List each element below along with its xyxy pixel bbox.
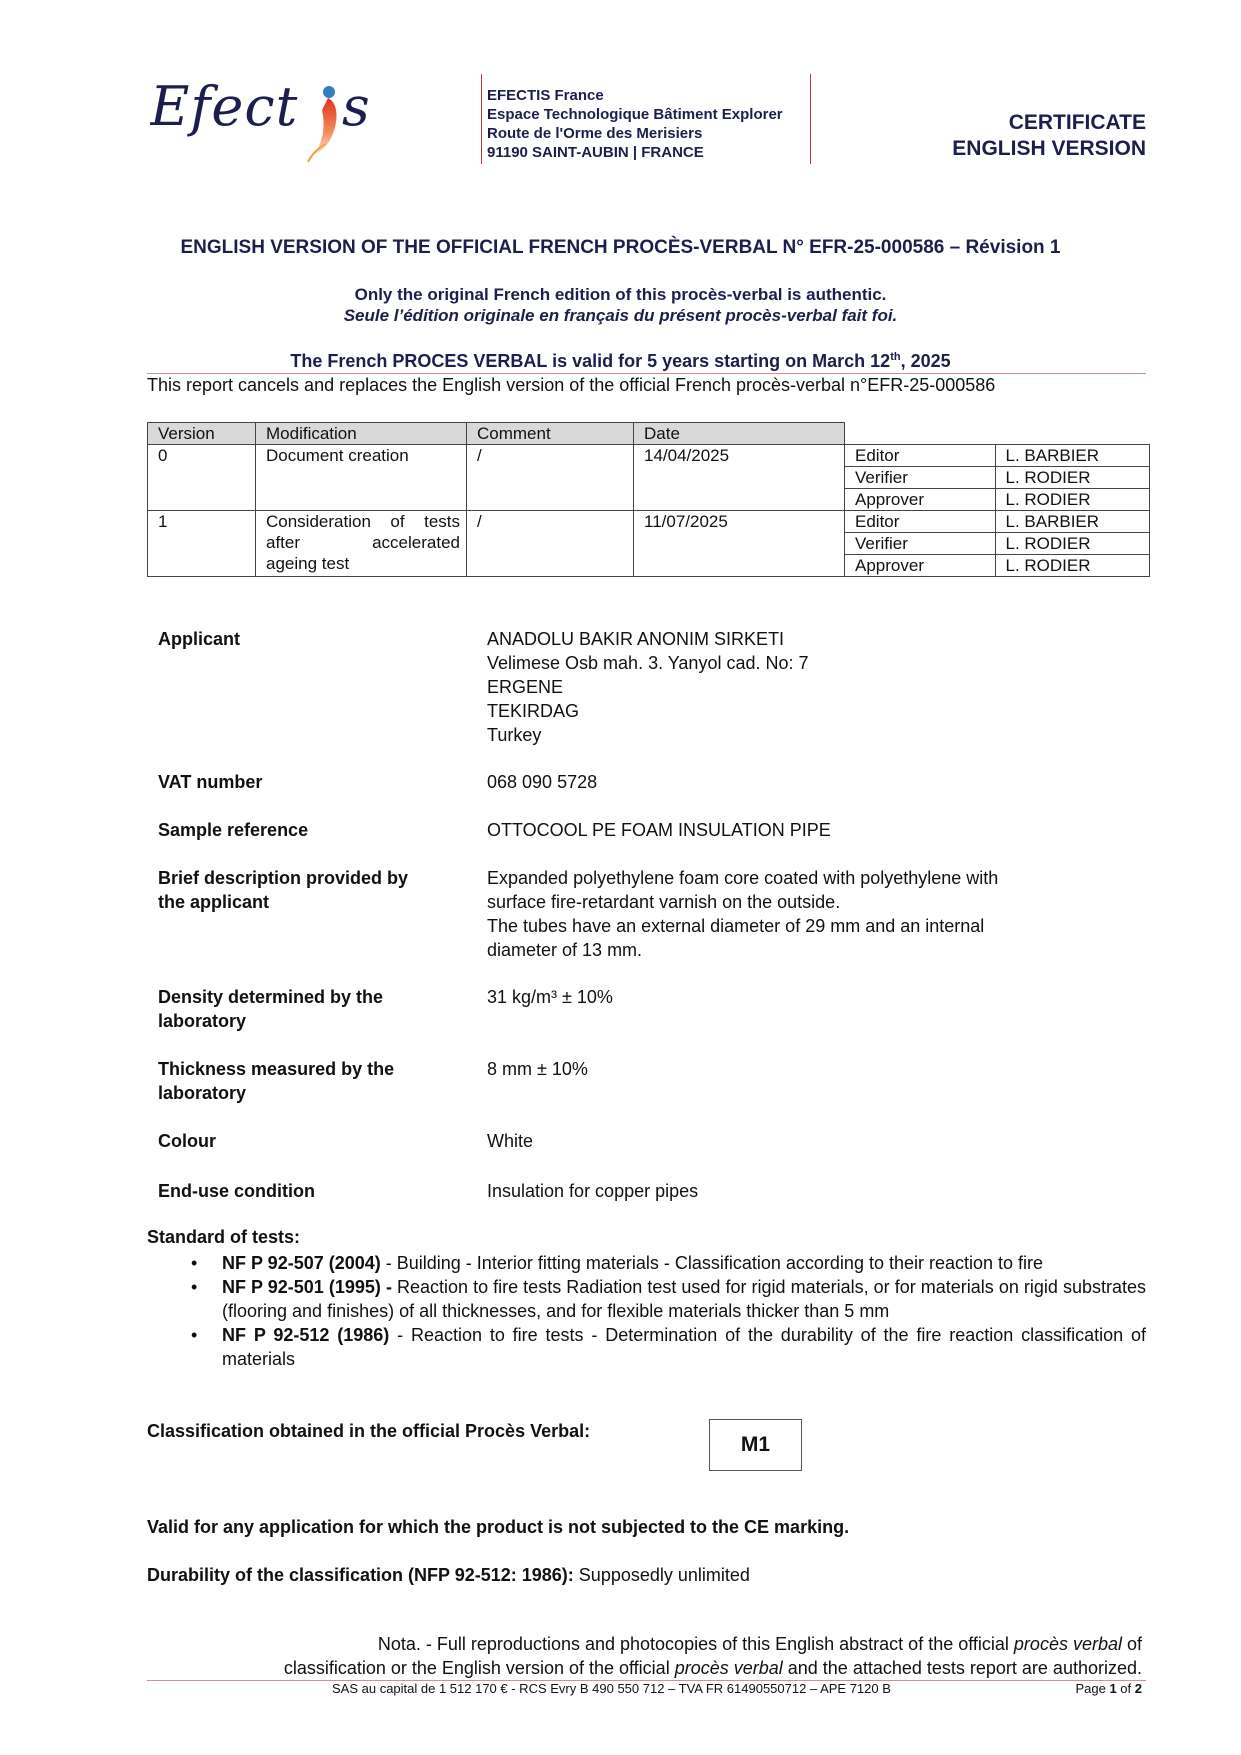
cell-name: L. RODIER (995, 555, 1149, 577)
cell-comment: / (467, 511, 634, 577)
certificate-line: ENGLISH VERSION (952, 137, 1146, 160)
label-line: laboratory (158, 1083, 247, 1103)
cell-role: Approver (845, 555, 996, 577)
cell-role: Editor (845, 511, 996, 533)
durability-statement (147, 1565, 750, 1586)
cell-comment: / (467, 445, 634, 511)
standard-text: - Reaction to fire tests - Determination of the durability of the fire reaction classification of materials (222, 1325, 1147, 1369)
applicant-line: Turkey (487, 725, 542, 745)
standard-item (147, 1251, 1146, 1275)
durability-value: Supposedly unlimited (573, 1565, 750, 1585)
standards-list (147, 1251, 1146, 1371)
standard-code: NF P 92-507 (2004) (222, 1253, 381, 1273)
certificate-line: CERTIFICATE (1008, 111, 1146, 134)
validity-statement (0, 351, 1241, 372)
description-value (487, 866, 1127, 962)
modification-line: ageing test (266, 554, 350, 573)
thickness-value: 8 mm ± 10% (487, 1059, 588, 1079)
vat-value: 068 090 5728 (487, 772, 598, 792)
standard-code: NF P 92-512 (1986) (222, 1325, 390, 1345)
colour-label: Colour (158, 1131, 216, 1151)
classification-label: Classification obtained in the official Procès Verbal: (147, 1421, 591, 1441)
cell-name: L. BARBIER (995, 511, 1149, 533)
label-line: the applicant (158, 892, 270, 912)
standards-title: Standard of tests: (147, 1227, 301, 1247)
applicant-line: TEKIRDAG (487, 701, 580, 721)
description-line: Expanded polyethylene foam core coated with polyethylene with (487, 868, 999, 888)
efectis-logo (150, 70, 400, 165)
label-line: Brief description provided by (158, 868, 409, 888)
applicant-line: ERGENE (487, 677, 564, 697)
svg-text:Efect: Efect (150, 75, 299, 138)
standard-text: - Building - Interior fitting materials - Classification according to their reaction to fire (380, 1253, 1044, 1273)
validity-prefix: The French PROCES VERBAL is valid for 5 years starting on March 12 (290, 351, 891, 371)
cell-modification (256, 511, 467, 577)
bullet-icon: • (191, 1253, 198, 1273)
cancels-statement: This report cancels and replaces the English version of the official French procès-verbal n°EFR-25-000586 (147, 375, 996, 395)
divider-line (147, 373, 1146, 374)
thickness-label (158, 1057, 458, 1105)
cell-modification: Document creation (256, 445, 467, 511)
header-modification: Modification (256, 423, 467, 445)
revision-table (147, 422, 1150, 577)
header-comment: Comment (467, 423, 634, 445)
nota-text: classification or the English version of the official (283, 1658, 675, 1678)
nota-line (147, 1632, 1142, 1656)
table-row (148, 445, 1150, 467)
bullet-icon: • (191, 1277, 198, 1297)
label-line: Thickness measured by the (158, 1059, 395, 1079)
label-line: Density determined by the (158, 987, 384, 1007)
durability-label: Durability of the classification (NFP 92-512: 1986): (147, 1565, 574, 1585)
vat-label: VAT number (158, 772, 263, 792)
cell-role: Approver (845, 489, 996, 511)
nota-text: Nota. - Full reproductions and photocopies of this English abstract of the official (377, 1634, 1014, 1654)
density-label (158, 985, 458, 1033)
bullet-icon: • (191, 1325, 198, 1345)
cell-name: L. RODIER (995, 467, 1149, 489)
cell-name: L. RODIER (995, 533, 1149, 555)
modification-line: Consideration of tests (266, 512, 460, 531)
nota-text: of (1121, 1634, 1142, 1654)
authenticity-notice (0, 284, 1241, 326)
applicant-label: Applicant (158, 629, 241, 649)
efectis-logo-icon (150, 70, 400, 165)
cell-role: Verifier (845, 533, 996, 555)
description-label (158, 866, 458, 914)
address-line: EFECTIS France (487, 87, 604, 104)
address-line: Espace Technologique Bâtiment Explorer (487, 106, 783, 123)
company-legal-info: SAS au capital de 1 512 170 € - RCS Evry B 490 550 712 – TVA FR 61490550712 – APE 7120 B (332, 1681, 891, 1696)
label-line: laboratory (158, 1011, 247, 1031)
cell-role: Verifier (845, 467, 996, 489)
nota-italic: procès verbal (674, 1658, 783, 1678)
company-address-block (481, 74, 811, 164)
standard-text: Reaction to fire tests Radiation test used for rigid materials, or for materials on rigid substrates (flooring and finishes) of all thicknesses, and for flexible materials thicker than 5 mm (222, 1277, 1146, 1321)
header-version: Version (148, 423, 256, 445)
page-total: 2 (1134, 1681, 1142, 1696)
authenticity-french: Seule l’édition originale en français du présent procès-verbal fait foi. (343, 306, 898, 325)
table-row (148, 511, 1150, 533)
page-mid: of (1116, 1681, 1135, 1696)
certificate-label (952, 110, 1146, 162)
applicant-value (487, 627, 1127, 747)
cell-version: 1 (148, 511, 256, 577)
density-value: 31 kg/m³ ± 10% (487, 987, 613, 1007)
nota-line (147, 1656, 1142, 1680)
address-line: 91190 SAINT-AUBIN | FRANCE (487, 144, 704, 161)
nota-italic: procès verbal (1013, 1634, 1122, 1654)
standard-item (147, 1323, 1146, 1371)
end-use-label: End-use condition (158, 1181, 315, 1201)
page-number (1075, 1681, 1142, 1696)
cell-name: L. BARBIER (995, 445, 1149, 467)
document-title: ENGLISH VERSION OF THE OFFICIAL FRENCH PROCÈS-VERBAL N° EFR-25-000586 – Révision 1 (180, 237, 1061, 258)
validity-suffix: , 2025 (900, 351, 951, 371)
cell-name: L. RODIER (995, 489, 1149, 511)
authenticity-english: Only the original French edition of this procès-verbal is authentic. (354, 285, 887, 304)
modification-line: after accelerated (266, 533, 460, 552)
sample-reference-label: Sample reference (158, 820, 309, 840)
nota-text: and the attached tests report are authorized. (782, 1658, 1142, 1678)
header-date: Date (634, 423, 845, 445)
cell-date: 14/04/2025 (634, 445, 845, 511)
validity-sup: th (890, 351, 901, 363)
nota-paragraph (147, 1632, 1142, 1680)
page-current: 1 (1109, 1681, 1117, 1696)
svg-text:s: s (342, 75, 370, 138)
table-header-row (148, 423, 1150, 445)
standard-code: NF P 92-501 (1995) - (222, 1277, 392, 1297)
address-line: Route de l'Orme des Merisiers (487, 125, 703, 142)
cell-role: Editor (845, 445, 996, 467)
cell-version: 0 (148, 445, 256, 511)
description-line: The tubes have an external diameter of 29 mm and an internal (487, 916, 985, 936)
standard-item (147, 1275, 1146, 1323)
ce-validity-note: Valid for any application for which the product is not subjected to the CE marking. (147, 1517, 850, 1537)
cell-date: 11/07/2025 (634, 511, 845, 577)
applicant-line: Velimese Osb mah. 3. Yanyol cad. No: 7 (487, 653, 809, 673)
sample-reference-value: OTTOCOOL PE FOAM INSULATION PIPE (487, 820, 831, 840)
page-prefix: Page (1075, 1681, 1110, 1696)
applicant-line: ANADOLU BAKIR ANONIM SIRKETI (487, 629, 785, 649)
description-line: diameter of 13 mm. (487, 940, 643, 960)
description-line: surface fire-retardant varnish on the outside. (487, 892, 841, 912)
classification-value-box: M1 (709, 1419, 802, 1471)
colour-value: White (487, 1131, 534, 1151)
end-use-value: Insulation for copper pipes (487, 1181, 699, 1201)
